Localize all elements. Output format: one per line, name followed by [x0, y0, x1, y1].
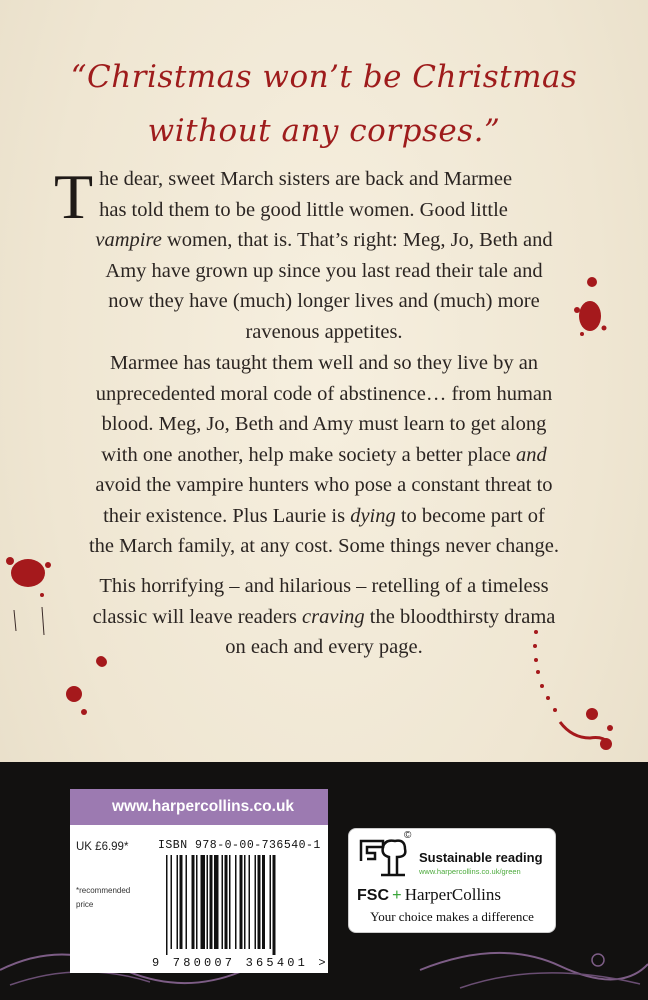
- publisher-website[interactable]: www.harpercollins.co.uk: [70, 789, 328, 825]
- fsc-brand-line: [357, 885, 501, 905]
- blurb-paragraph-1: [54, 161, 590, 347]
- recommended-line: price: [76, 900, 94, 909]
- blurb-line: has told them to be good little women. Good little: [99, 198, 508, 221]
- plus-sign: +: [392, 885, 402, 904]
- blurb-text: women, that is. That’s right: Meg, Jo, Beth and: [161, 229, 553, 251]
- emphasis-dying: dying: [350, 504, 396, 527]
- blurb-text: with one another, help make society a better place: [101, 443, 516, 466]
- blood-drop: [96, 656, 106, 666]
- blurb-text: to become part of: [395, 504, 545, 527]
- recommended-line: *recommended: [76, 886, 131, 895]
- price-label: UK £6.99*: [76, 841, 129, 853]
- tagline-line-1: “Christmas won’t be Christmas: [70, 59, 578, 95]
- barcode-panel: [70, 789, 328, 973]
- blurb-line: the March family, at any cost. Some things never change.: [88, 535, 560, 557]
- green-url[interactable]: www.harpercollins.co.uk/green: [419, 867, 521, 876]
- blood-splatter-icon: [0, 535, 60, 645]
- fsc-label: FSC: [357, 887, 389, 904]
- copyright-mark: ©: [404, 830, 412, 841]
- barcode-icon: [166, 855, 316, 955]
- emphasis-and: and: [515, 443, 547, 466]
- sustainability-panel: [348, 828, 556, 933]
- blood-splatter-icon: [560, 268, 620, 348]
- blurb-line: ravenous appetites.: [245, 320, 403, 343]
- blurb-line: on each and every page.: [225, 636, 423, 658]
- fsc-tree-icon: [355, 835, 411, 883]
- blurb-line: [58, 501, 590, 532]
- blurb-line: [58, 440, 590, 471]
- tagline-quote: [0, 50, 648, 158]
- blurb-line: [58, 602, 590, 633]
- blurb-line: [58, 225, 590, 256]
- blurb-line: blood. Meg, Jo, Beth and Amy must learn to get along: [101, 413, 547, 435]
- drop-cap: T: [54, 161, 94, 232]
- emphasis-vampire: vampire: [95, 229, 162, 251]
- barcode-digits: 9 780007 365401 >: [152, 956, 329, 970]
- slogan: Your choice makes a difference: [370, 909, 534, 924]
- tagline-line-2: without any corpses.”: [147, 113, 501, 149]
- blurb-line: This horrifying – and hilarious – retelling of a timeless: [99, 575, 549, 597]
- blurb-paragraph-2: [58, 348, 590, 562]
- blurb-paragraph-3: [58, 571, 590, 663]
- publisher-name: HarperCollins: [404, 885, 502, 904]
- sustainable-reading-title: Sustainable reading: [419, 850, 543, 865]
- blurb-text: the bloodthirsty drama: [364, 605, 556, 628]
- emphasis-craving: craving: [302, 605, 365, 628]
- blood-splatter-icon: [60, 650, 120, 720]
- recommended-price-note: [76, 884, 136, 912]
- blurb-line: now they have (much) longer lives and (much) more: [108, 290, 540, 312]
- isbn-number: ISBN 978-0-00-736540-1: [158, 839, 321, 852]
- blood-splatter-icon: [520, 610, 620, 760]
- blurb-line: Marmee has taught them well and so they live by an: [109, 352, 539, 374]
- blurb-text: classic will leave readers: [92, 605, 303, 628]
- blurb-line: unprecedented moral code of abstinence… from human: [95, 382, 553, 405]
- blurb-text: their existence. Plus Laurie is: [103, 504, 351, 527]
- blurb-line: Amy have grown up since you last read their tale and: [105, 259, 543, 282]
- blurb-line: avoid the vampire hunters who pose a constant threat to: [95, 474, 553, 496]
- blurb-line: he dear, sweet March sisters are back and Marmee: [99, 168, 513, 190]
